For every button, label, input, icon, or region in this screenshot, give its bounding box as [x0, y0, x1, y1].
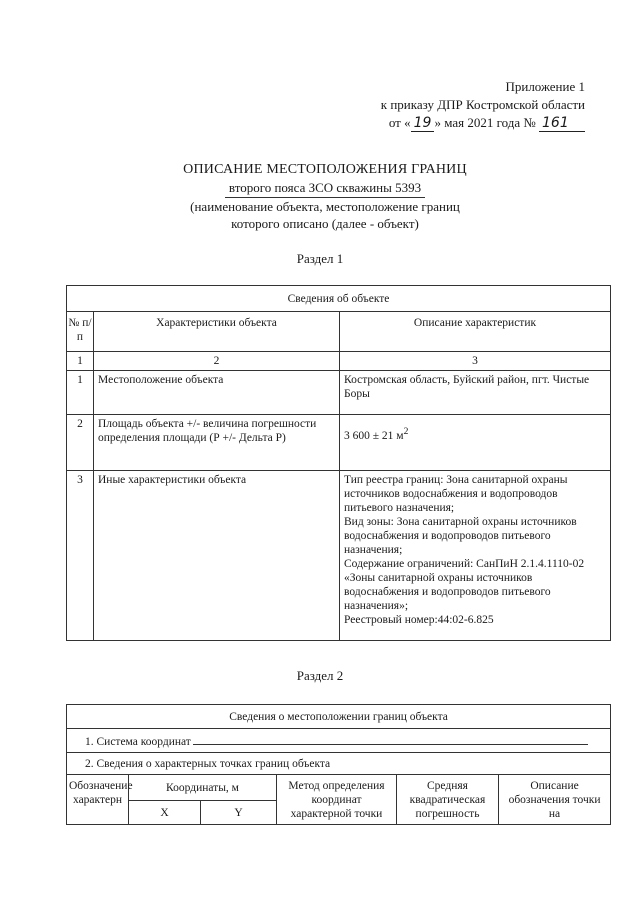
area-unit-exponent: 2	[403, 426, 409, 437]
object-note-line1: (наименование объекта, местоположение границ	[190, 199, 460, 214]
header-x: X	[129, 801, 201, 825]
header-designation: Обозначение характерн	[67, 775, 129, 825]
row2-num: 2	[67, 415, 94, 471]
restrictions: Содержание ограничений: СанПиН 2.1.4.1110-02 «Зоны санитарной охраны источников водоснабжения и водопроводов питьевого назначения»;	[344, 558, 585, 612]
column-number-1: 1	[67, 352, 94, 371]
row1-num: 1	[67, 371, 94, 415]
section1-title: Раздел 1	[296, 251, 344, 266]
row1-description: Костромская область, Буйский район, пгт. Чистые Боры	[340, 371, 611, 415]
order-line: к приказу ДПР Костромской области	[380, 97, 585, 112]
coordinate-system-blank	[193, 732, 588, 745]
area-value: 3 600 ± 21 м	[344, 429, 404, 442]
table2-caption: Сведения о местоположении границ объекта	[67, 705, 611, 729]
row1-characteristic: Местоположение объекта	[94, 371, 340, 415]
points-row: 2. Сведения о характерных точках границ объекта	[67, 753, 611, 775]
coordinate-system-row	[67, 729, 611, 753]
zone-type: Вид зоны: Зона санитарной охраны источников водоснабжения и водопроводов питьевого назначения;	[344, 516, 577, 556]
header-characteristics: Характеристики объекта	[94, 312, 340, 352]
date-prefix: от «	[388, 115, 411, 130]
title-block	[100, 162, 550, 232]
header-point-description: Описание обозначения точки на	[499, 775, 611, 825]
object-info-table	[66, 285, 611, 641]
section2-title: Раздел 2	[296, 668, 344, 683]
row2-description	[340, 415, 611, 471]
order-number-handwritten: 161	[539, 115, 585, 132]
document-title: ОПИСАНИЕ МЕСТОПОЛОЖЕНИЯ ГРАНИЦ	[183, 162, 467, 177]
header-coordinates: Координаты, м	[129, 775, 277, 801]
appendix-line: Приложение 1	[505, 79, 585, 94]
header-num: № п/п	[67, 312, 94, 352]
row3-description	[340, 471, 611, 641]
header-description: Описание характеристик	[340, 312, 611, 352]
object-note-line2: которого описано (далее - объект)	[231, 216, 419, 231]
appendix-header	[330, 78, 585, 132]
column-number-3: 3	[340, 352, 611, 371]
coordinate-system-label: 1. Система координат	[85, 736, 191, 748]
registry-number: Реестровый номер:44:02-6.825	[344, 614, 494, 626]
date-mid: » мая 2021 года №	[434, 115, 536, 130]
order-date-line	[330, 114, 585, 132]
header-method: Метод определения координат характерной точки	[277, 775, 397, 825]
object-name: второго пояса ЗСО скважины 5393	[225, 180, 425, 198]
header-y: Y	[201, 801, 277, 825]
date-day-handwritten: 19	[411, 115, 435, 132]
row2-characteristic: Площадь объекта +/- величина погрешности определения площади (Р +/- Дельта Р)	[94, 415, 340, 471]
row3-characteristic: Иные характеристики объекта	[94, 471, 340, 641]
registry-type: Тип реестра границ: Зона санитарной охраны источников водоснабжения и водопроводов питьевого назначения;	[344, 474, 568, 514]
row3-num: 3	[67, 471, 94, 641]
boundary-location-table	[66, 704, 611, 825]
table1-caption: Сведения об объекте	[67, 286, 611, 312]
column-number-2: 2	[94, 352, 340, 371]
header-error: Средняя квадратическая погрешность	[397, 775, 499, 825]
